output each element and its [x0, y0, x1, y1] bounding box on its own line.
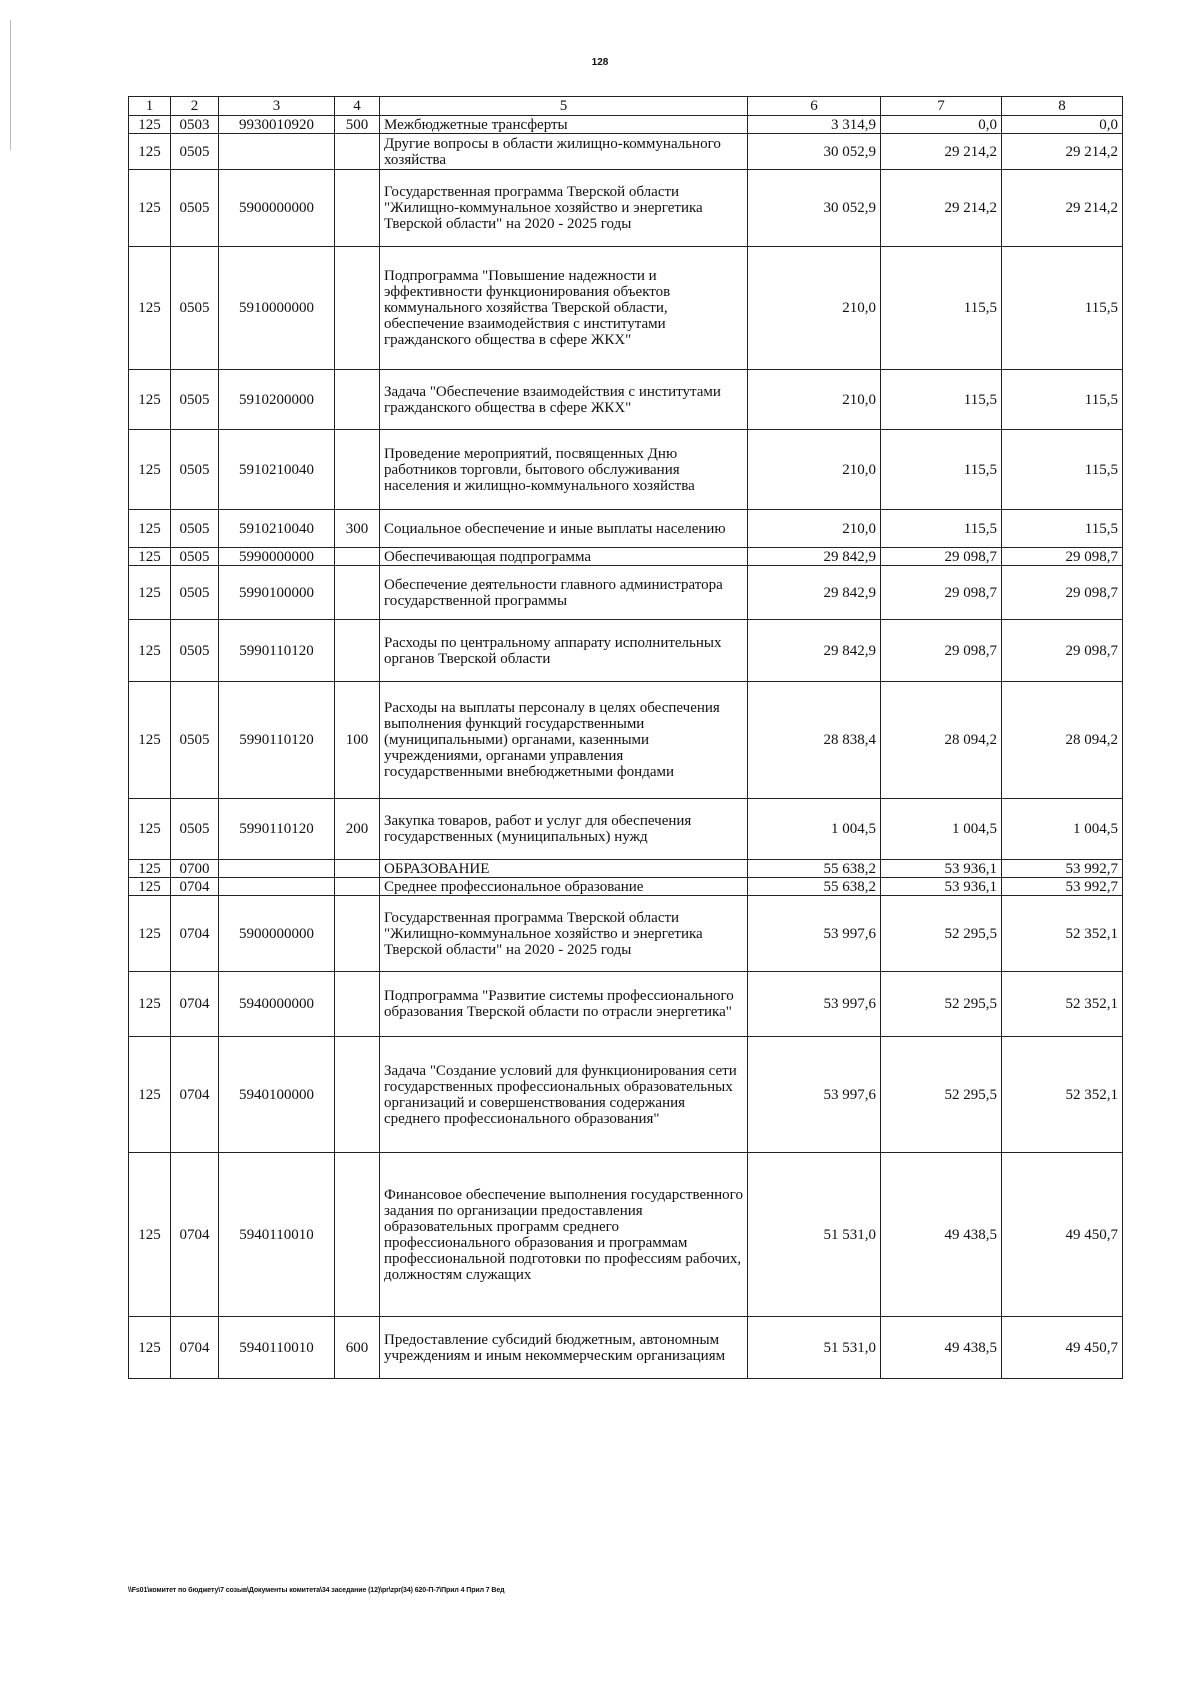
table-body — [129, 116, 1123, 1379]
cell-v2025: 29 214,2 — [1002, 170, 1123, 247]
cell-section: 0505 — [171, 799, 219, 860]
cell-kind — [335, 896, 380, 972]
cell-ministry: 125 — [129, 896, 171, 972]
cell-kind: 500 — [335, 116, 380, 134]
cell-section: 0505 — [171, 620, 219, 682]
cell-v2025: 52 352,1 — [1002, 1037, 1123, 1153]
cell-section: 0505 — [171, 510, 219, 548]
budget-table — [128, 96, 1123, 1379]
cell-name: Государственная программа Тверской области "Жилищно-коммунальное хозяйство и энергетика Тверской области" на 2020 - 2025 годы — [380, 170, 748, 247]
cell-kind — [335, 1037, 380, 1153]
cell-v2025: 52 352,1 — [1002, 972, 1123, 1037]
cell-v2024: 29 098,7 — [881, 548, 1002, 566]
cell-section: 0505 — [171, 566, 219, 620]
cell-v2023: 30 052,9 — [748, 170, 881, 247]
cell-v2023: 210,0 — [748, 247, 881, 370]
cell-ministry: 125 — [129, 170, 171, 247]
cell-ministry: 125 — [129, 1317, 171, 1379]
cell-ministry: 125 — [129, 510, 171, 548]
cell-v2024: 115,5 — [881, 430, 1002, 510]
cell-article: 5900000000 — [219, 170, 335, 247]
cell-v2025: 53 992,7 — [1002, 878, 1123, 896]
cell-v2025: 49 450,7 — [1002, 1153, 1123, 1317]
cell-section: 0704 — [171, 1317, 219, 1379]
cell-section: 0704 — [171, 896, 219, 972]
cell-kind — [335, 548, 380, 566]
cell-kind — [335, 247, 380, 370]
cell-kind: 200 — [335, 799, 380, 860]
cell-section: 0505 — [171, 548, 219, 566]
cell-article: 9930010920 — [219, 116, 335, 134]
cell-name: Социальное обеспечение и иные выплаты населению — [380, 510, 748, 548]
col-header-6: 6 — [748, 97, 881, 116]
cell-v2024: 53 936,1 — [881, 860, 1002, 878]
table-row — [129, 896, 1123, 972]
cell-article: 5990100000 — [219, 566, 335, 620]
cell-kind: 100 — [335, 682, 380, 799]
cell-name: Финансовое обеспечение выполнения государственного задания по организации предоставления образовательных программ среднего профессионального образования и программам профессиональной подготовки по профессиям рабочих, должностям служащих — [380, 1153, 748, 1317]
cell-section: 0700 — [171, 860, 219, 878]
cell-section: 0704 — [171, 1153, 219, 1317]
cell-kind — [335, 1153, 380, 1317]
cell-v2023: 210,0 — [748, 370, 881, 430]
cell-ministry: 125 — [129, 972, 171, 1037]
cell-v2025: 29 098,7 — [1002, 548, 1123, 566]
cell-v2023: 3 314,9 — [748, 116, 881, 134]
cell-v2025: 115,5 — [1002, 430, 1123, 510]
cell-ministry: 125 — [129, 860, 171, 878]
cell-v2024: 115,5 — [881, 370, 1002, 430]
cell-section: 0704 — [171, 1037, 219, 1153]
cell-section: 0505 — [171, 682, 219, 799]
cell-article — [219, 860, 335, 878]
cell-v2024: 115,5 — [881, 247, 1002, 370]
col-header-5: 5 — [380, 97, 748, 116]
cell-v2024: 29 098,7 — [881, 620, 1002, 682]
cell-article: 5910210040 — [219, 510, 335, 548]
table-row — [129, 1153, 1123, 1317]
cell-article: 5940100000 — [219, 1037, 335, 1153]
cell-v2025: 49 450,7 — [1002, 1317, 1123, 1379]
cell-v2024: 52 295,5 — [881, 896, 1002, 972]
cell-name: Среднее профессиональное образование — [380, 878, 748, 896]
cell-ministry: 125 — [129, 799, 171, 860]
cell-name: Задача "Создание условий для функционирования сети государственных профессиональных образовательных организаций и совершенствования содержания среднего профессионального образования" — [380, 1037, 748, 1153]
table-row — [129, 370, 1123, 430]
cell-name: Подпрограмма "Развитие системы профессионального образования Тверской области по отрасли энергетика" — [380, 972, 748, 1037]
cell-v2023: 53 997,6 — [748, 1037, 881, 1153]
col-header-7: 7 — [881, 97, 1002, 116]
cell-kind — [335, 972, 380, 1037]
cell-ministry: 125 — [129, 682, 171, 799]
cell-kind — [335, 134, 380, 170]
table-row — [129, 878, 1123, 896]
cell-article: 5940110010 — [219, 1317, 335, 1379]
cell-v2025: 52 352,1 — [1002, 896, 1123, 972]
cell-v2023: 53 997,6 — [748, 972, 881, 1037]
cell-name: Межбюджетные трансферты — [380, 116, 748, 134]
cell-ministry: 125 — [129, 566, 171, 620]
cell-v2023: 51 531,0 — [748, 1317, 881, 1379]
cell-article: 5990110120 — [219, 682, 335, 799]
cell-name: Обеспечение деятельности главного администратора государственной программы — [380, 566, 748, 620]
cell-section: 0704 — [171, 878, 219, 896]
cell-ministry: 125 — [129, 620, 171, 682]
binder-mark — [10, 20, 11, 150]
cell-v2024: 49 438,5 — [881, 1317, 1002, 1379]
cell-ministry: 125 — [129, 1037, 171, 1153]
cell-v2025: 115,5 — [1002, 370, 1123, 430]
table-row — [129, 548, 1123, 566]
cell-v2024: 1 004,5 — [881, 799, 1002, 860]
cell-section: 0505 — [171, 247, 219, 370]
cell-name: Расходы на выплаты персоналу в целях обеспечения выполнения функций государственными (муниципальными) органами, казенными учреждениями, органами управления государственными внебюджетными фондами — [380, 682, 748, 799]
footer-file-path: \\Fs01\комитет по бюджету\7 созыв\Документы комитета\34 заседание (12)\pr\zpr(34) 620-П-7\Прил 4 Прил 7 Вед — [128, 1587, 505, 1594]
col-header-3: 3 — [219, 97, 335, 116]
col-header-2: 2 — [171, 97, 219, 116]
cell-article: 5990000000 — [219, 548, 335, 566]
cell-v2025: 29 098,7 — [1002, 620, 1123, 682]
table-row — [129, 1037, 1123, 1153]
cell-section: 0505 — [171, 370, 219, 430]
page-number: 128 — [591, 57, 609, 68]
cell-kind: 300 — [335, 510, 380, 548]
cell-v2025: 115,5 — [1002, 510, 1123, 548]
cell-v2024: 115,5 — [881, 510, 1002, 548]
table-row — [129, 247, 1123, 370]
table-header-row — [129, 97, 1123, 116]
cell-kind — [335, 566, 380, 620]
cell-ministry: 125 — [129, 878, 171, 896]
cell-v2025: 53 992,7 — [1002, 860, 1123, 878]
cell-v2023: 51 531,0 — [748, 1153, 881, 1317]
table-row — [129, 170, 1123, 247]
cell-v2025: 1 004,5 — [1002, 799, 1123, 860]
cell-name: ОБРАЗОВАНИЕ — [380, 860, 748, 878]
cell-article: 5910000000 — [219, 247, 335, 370]
cell-ministry: 125 — [129, 548, 171, 566]
cell-article: 5940110010 — [219, 1153, 335, 1317]
cell-name: Обеспечивающая подпрограмма — [380, 548, 748, 566]
col-header-4: 4 — [335, 97, 380, 116]
cell-name: Проведение мероприятий, посвященных Дню работников торговли, бытового обслуживания населения и жилищно-коммунального хозяйства — [380, 430, 748, 510]
cell-v2023: 28 838,4 — [748, 682, 881, 799]
cell-article: 5910210040 — [219, 430, 335, 510]
cell-ministry: 125 — [129, 134, 171, 170]
col-header-1: 1 — [129, 97, 171, 116]
cell-name: Расходы по центральному аппарату исполнительных органов Тверской области — [380, 620, 748, 682]
cell-v2023: 55 638,2 — [748, 860, 881, 878]
cell-v2023: 29 842,9 — [748, 548, 881, 566]
table-row — [129, 566, 1123, 620]
cell-article — [219, 134, 335, 170]
table-row — [129, 116, 1123, 134]
cell-article: 5910200000 — [219, 370, 335, 430]
cell-ministry: 125 — [129, 116, 171, 134]
cell-v2025: 29 214,2 — [1002, 134, 1123, 170]
cell-v2025: 115,5 — [1002, 247, 1123, 370]
cell-kind — [335, 878, 380, 896]
cell-v2023: 53 997,6 — [748, 896, 881, 972]
cell-v2024: 29 098,7 — [881, 566, 1002, 620]
cell-v2023: 1 004,5 — [748, 799, 881, 860]
cell-name: Задача "Обеспечение взаимодействия с институтами гражданского общества в сфере ЖКХ" — [380, 370, 748, 430]
cell-article: 5940000000 — [219, 972, 335, 1037]
cell-ministry: 125 — [129, 1153, 171, 1317]
cell-kind — [335, 430, 380, 510]
table-row — [129, 510, 1123, 548]
cell-v2023: 210,0 — [748, 510, 881, 548]
cell-name: Подпрограмма "Повышение надежности и эффективности функционирования объектов коммунального хозяйства Тверской области, обеспечение взаимодействия с институтами гражданского общества в сфере ЖКХ" — [380, 247, 748, 370]
cell-v2024: 52 295,5 — [881, 972, 1002, 1037]
cell-name: Государственная программа Тверской области "Жилищно-коммунальное хозяйство и энергетика Тверской области" на 2020 - 2025 годы — [380, 896, 748, 972]
cell-v2023: 55 638,2 — [748, 878, 881, 896]
cell-name: Закупка товаров, работ и услуг для обеспечения государственных (муниципальных) нужд — [380, 799, 748, 860]
cell-v2023: 210,0 — [748, 430, 881, 510]
cell-v2024: 0,0 — [881, 116, 1002, 134]
cell-article: 5990110120 — [219, 799, 335, 860]
cell-kind — [335, 860, 380, 878]
table-row — [129, 860, 1123, 878]
cell-v2024: 29 214,2 — [881, 170, 1002, 247]
table-row — [129, 799, 1123, 860]
cell-v2023: 30 052,9 — [748, 134, 881, 170]
table-row — [129, 1317, 1123, 1379]
cell-v2025: 0,0 — [1002, 116, 1123, 134]
cell-v2024: 29 214,2 — [881, 134, 1002, 170]
cell-v2024: 53 936,1 — [881, 878, 1002, 896]
table-row — [129, 134, 1123, 170]
cell-name: Другие вопросы в области жилищно-коммунального хозяйства — [380, 134, 748, 170]
col-header-8: 8 — [1002, 97, 1123, 116]
table-row — [129, 972, 1123, 1037]
cell-section: 0503 — [171, 116, 219, 134]
cell-v2024: 28 094,2 — [881, 682, 1002, 799]
cell-name: Предоставление субсидий бюджетным, автономным учреждениям и иным некоммерческим организациям — [380, 1317, 748, 1379]
table-row — [129, 682, 1123, 799]
cell-v2023: 29 842,9 — [748, 566, 881, 620]
cell-v2023: 29 842,9 — [748, 620, 881, 682]
cell-ministry: 125 — [129, 370, 171, 430]
cell-v2024: 49 438,5 — [881, 1153, 1002, 1317]
cell-section: 0505 — [171, 430, 219, 510]
cell-v2025: 29 098,7 — [1002, 566, 1123, 620]
cell-ministry: 125 — [129, 430, 171, 510]
cell-kind: 600 — [335, 1317, 380, 1379]
cell-section: 0505 — [171, 134, 219, 170]
cell-article — [219, 878, 335, 896]
cell-v2025: 28 094,2 — [1002, 682, 1123, 799]
cell-article: 5990110120 — [219, 620, 335, 682]
table-row — [129, 430, 1123, 510]
cell-kind — [335, 620, 380, 682]
cell-article: 5900000000 — [219, 896, 335, 972]
table-row — [129, 620, 1123, 682]
cell-kind — [335, 170, 380, 247]
cell-ministry: 125 — [129, 247, 171, 370]
cell-kind — [335, 370, 380, 430]
cell-section: 0505 — [171, 170, 219, 247]
cell-v2024: 52 295,5 — [881, 1037, 1002, 1153]
cell-section: 0704 — [171, 972, 219, 1037]
